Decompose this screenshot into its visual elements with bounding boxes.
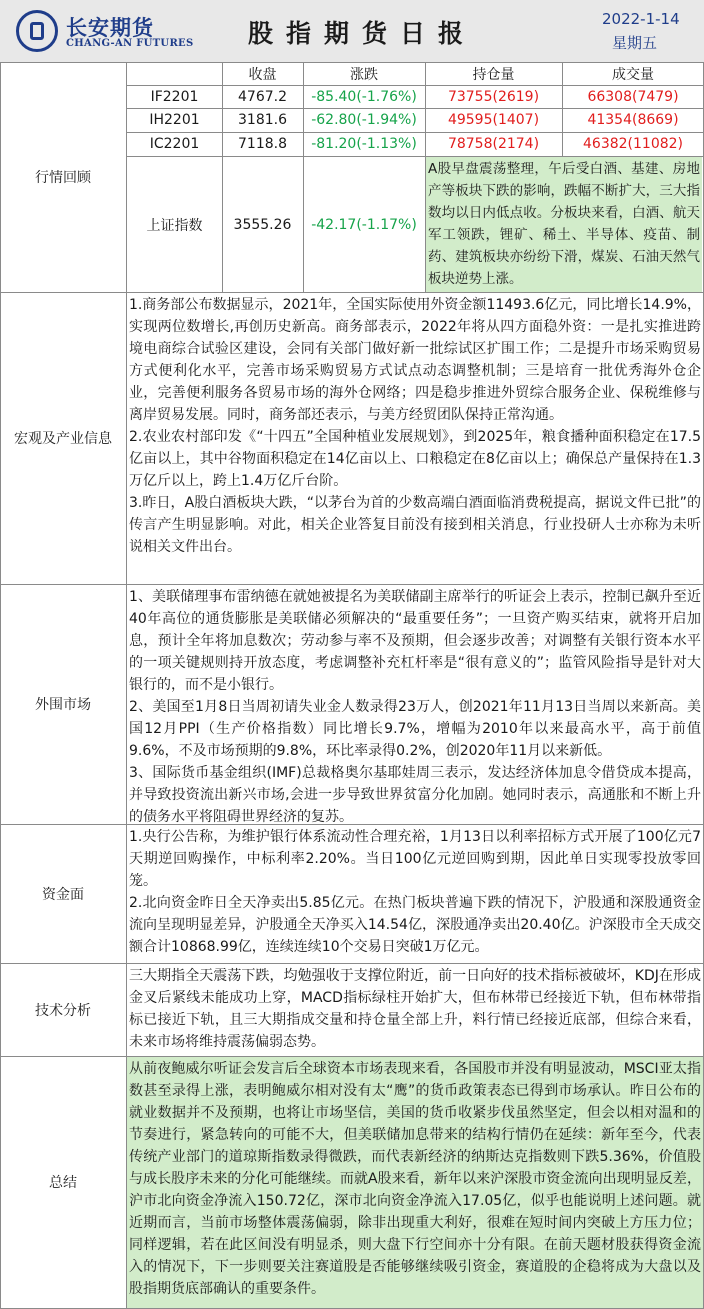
- open-interest: 73755(2619): [447, 88, 540, 105]
- report-weekday: 星期五: [612, 34, 658, 52]
- report-date: 2022-1-14: [602, 10, 680, 28]
- open-interest: 78758(2174): [447, 136, 540, 152]
- header-open-interest: 持仓量: [472, 66, 515, 83]
- contract-name: IH2201: [149, 112, 200, 128]
- funds-news: [129, 826, 701, 958]
- index-name: 上证指数: [146, 217, 203, 234]
- funds-paragraph: 2.北向资金昨日全天净卖出5.85亿元。在热门板块普遍下跌的情况下，沪股通和深股通资金流向呈现明显差异，沪股通全天净买入14.54亿，深股通净卖出20.40亿。沪深股市全天成交额合计10868.99亿，连续连续10个交易日突破1万亿元。: [129, 895, 701, 955]
- volume: 46382(11082): [583, 136, 683, 152]
- section-label-technical: 技术分析: [35, 1002, 91, 1019]
- header-volume: 成交量: [612, 66, 654, 83]
- contract-name: IF2201: [150, 88, 199, 105]
- macro-news: [129, 294, 701, 558]
- macro-paragraph: 3.昨日，A股白酒板块大跌，“以茅台为首的少数高端白酒面临消费税提高，据说文件已批”的传言产生明显影响。对此，相关企业答复目前没有接到相关消息，行业投研人士亦称为未听说相关文件出台。: [129, 495, 701, 555]
- external-paragraph: 3、国际货币基金组织(IMF)总裁格奥尔基耶娃周三表示，发达经济体加息令借贷成本提高，并导致投资流出新兴市场,会进一步导致世界贫富分化加剧。她同时表示，高通胀和不断上升的债务水平将阻碍世界经济的复苏。: [129, 765, 701, 825]
- logo-chinese-name: 长安期货: [66, 16, 154, 40]
- macro-paragraph: 1.商务部公布数据显示，2021年，全国实际使用外资金额11493.6亿元，同比增长14.9%，实现两位数增长,再创历史新高。商务部表示，2022年将从四方面稳外资：一是扎实推进跨境电商综合试验区建设，会同有关部门做好新一批综试区扩围工作；二是提升市场采购贸易方式便利化水平，完善市场采购贸易方式试点动态调整机制；三是培育一批优秀海外仓企业，完善便利服务各贸易市场的海外仓网络；四是稳步推进外贸综合服务企业、保税维修与离岸贸易发展。同时，商务部还表示，与美方经贸团队保持正常沟通。: [129, 297, 701, 423]
- logo-emblem-icon: [16, 10, 58, 52]
- index-change: -42.17(-1.17%): [311, 216, 417, 233]
- close-price: 3181.6: [238, 112, 287, 128]
- report-header: [0, 0, 704, 62]
- external-news: [129, 586, 701, 828]
- volume: 66308(7479): [587, 88, 679, 105]
- section-label-external: 外围市场: [35, 697, 91, 713]
- section-label-funds: 资金面: [42, 886, 84, 903]
- price-change: -81.20(-1.13%): [311, 136, 417, 152]
- macro-paragraph: 2.农业农村部印发《“十四五”全国种植业发展规划》，到2025年，粮食播种面积稳定在17.5亿亩以上，其中谷物面积稳定在14亿亩以上、口粮稳定在8亿亩以上；确保总产量保持在1.3万亿斤以上，跨上1.4万亿斤台阶。: [129, 429, 701, 489]
- company-logo: [8, 6, 198, 56]
- open-interest: 49595(1407): [447, 112, 540, 128]
- header-change: 涨跌: [350, 66, 378, 83]
- contract-name: IC2201: [149, 136, 200, 152]
- section-label-macro: 宏观及产业信息: [14, 431, 112, 447]
- technical-analysis: [129, 965, 701, 1053]
- external-paragraph: 2、美国至1月8日当周初请失业金人数录得23万人，创2021年11月13日当周以来新高。美国12月PPI（生产价格指数）同比增长9.7%，增幅为2010年以来最高水平，高于前值9.6%，不及市场预期的9.8%，环比率录得0.2%，创2020年11月以来新低。: [129, 699, 701, 759]
- summary-paragraph: 从前夜鲍威尔听证会发言后全球资本市场表现来看，各国股市并没有明显波动，MSCI亚太指数甚至录得上涨，表明鲍威尔相对没有太“鹰”的货币政策表态已得到市场承认。昨日公布的就业数据并不及预期，也将让市场坚信，美国的货币收紧步伐虽然坚定，但会以相对温和的节奏进行，紧急转向的可能不大，但美联储加息带来的结构行情仍在延续：新年至今，代表传统产业部门的道琼斯指数录得微跌，而代表新经济的纳斯达克指数则下跌5.36%，价值股与成长股序未来的分化可能继续。而就A股来看，新年以来沪深股市资金流向出现明显反差，沪市北向资金净流入150.72亿，深市北向资金净流入17.05亿，似乎也能说明上述问题。就近期而言，当前市场整体震荡偏弱，除非出现重大利好，很难在短时间内突破上方压力位；同样逻辑，若在此区间没有明显杀，则大盘下行空间亦十分有限。在前天题材股获得资金流入的情况下，下一步则要关注赛道股是否能够继续吸引资金，赛道股的企稳将成为大盘以及股指期货底部确认的重要条件。: [129, 1061, 701, 1297]
- summary-text: [129, 1058, 701, 1300]
- section-label-summary: 总结: [49, 1175, 77, 1191]
- logo-english-name: CHANG-AN FUTURES: [66, 38, 194, 49]
- technical-paragraph: 三大期指全天震荡下跌，均勉强收于支撑位附近，前一日向好的技术指标被破坏，KDJ在形成金叉后紧线未能成功上穿，MACD指标绿柱开始扩大，但布林带已经接近下轨，但布林带指标已接近下轨，且三大期指成交量和持仓量全部上升，料行情已经接近底部，但综合来看，未来市场将维持震荡偏弱态势。: [129, 968, 701, 1050]
- price-change: -62.80(-1.94%): [311, 112, 417, 128]
- close-price: 7118.8: [238, 136, 287, 152]
- section-label-market: 行情回顾: [35, 170, 91, 186]
- report-title: 股指期货日报: [248, 19, 477, 48]
- close-price: 4767.2: [238, 88, 287, 105]
- funds-paragraph: 1.央行公告称，为维护银行体系流动性合理充裕，1月13日以利率招标方式开展了100亿元7天期逆回购操作，中标利率2.20%。当日100亿元逆回购到期，因此单日实现零投放零回笼。: [129, 829, 701, 889]
- header-close: 收盘: [248, 66, 277, 83]
- market-commentary: A股早盘震荡整理，午后受白酒、基建、房地产等板块下跌的影响，跌幅不断扩大，三大指数均以日内低点收。分板块来看，白酒、航天军工领跌，锂矿、稀土、半导体、疫苗、制药、建筑板块亦纷纷下滑，煤炭、石油天然气板块逆势上涨。: [426, 157, 702, 292]
- external-paragraph: 1、美联储理事布雷纳德在就她被提名为美联储副主席举行的听证会上表示，控制已飙升至近40年高位的通货膨胀是美联储必须解决的“最重要任务”；一旦资产购买结束，就将开启加息，预计全年将加息数次；劳动参与率不及预期，但会逐步改善；对调整有关银行资本水平的一项关键规则持开放态度，考虑调整补充杠杆率是“很有意义的”；监管风险指导是针对大银行的，而不是小银行。: [129, 589, 701, 693]
- index-close: 3555.26: [233, 216, 292, 233]
- volume: 41354(8669): [587, 112, 679, 128]
- price-change: -85.40(-1.76%): [311, 88, 417, 105]
